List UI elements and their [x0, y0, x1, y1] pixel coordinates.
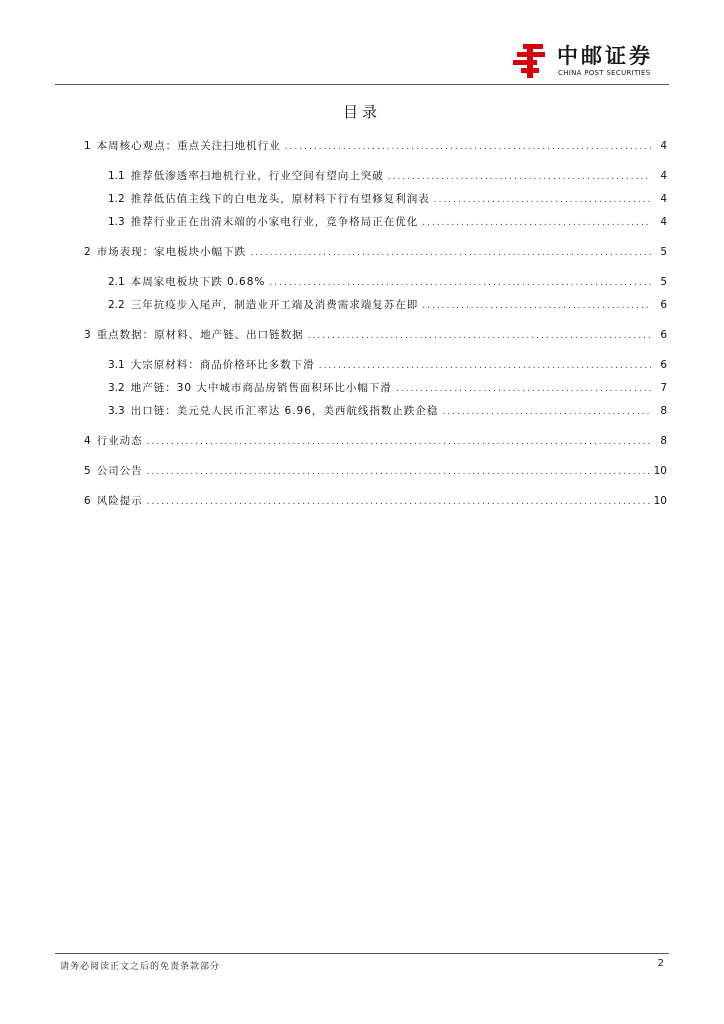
toc-entry-text: 行业动态	[96, 435, 143, 447]
toc-leader-dots	[147, 494, 650, 510]
toc-entry-text: 本周核心观点：重点关注扫地机行业	[96, 140, 281, 152]
toc-leader-dots	[269, 275, 651, 291]
toc-entry[interactable]	[108, 274, 667, 290]
toc-entry-page: 10	[653, 495, 667, 507]
toc-entry-text: 公司公告	[96, 465, 143, 477]
company-logo	[513, 44, 673, 80]
toc-entry[interactable]	[84, 493, 667, 509]
toc-entry-number: 3	[84, 329, 91, 341]
toc-leader-dots	[422, 215, 651, 231]
toc-entry-number: 5	[84, 465, 91, 477]
toc-entry-page: 8	[660, 405, 667, 417]
toc-leader-dots	[388, 169, 651, 185]
toc-entry-number: 1	[84, 140, 91, 152]
toc-entry-page: 4	[660, 170, 667, 182]
toc-entry-number: 3.3	[108, 405, 125, 417]
toc-entry[interactable]	[84, 244, 667, 260]
toc-entry-text: 三年抗疫步入尾声，制造业开工端及消费需求端复苏在即	[130, 299, 419, 311]
toc-entry-text: 地产链：30 大中城市商品房销售面积环比小幅下滑	[130, 382, 392, 394]
toc-leader-dots	[147, 434, 651, 450]
header-divider	[55, 84, 669, 85]
toc-entry-text: 重点数据：原材料、地产链、出口链数据	[96, 329, 304, 341]
toc-entry-text: 推荐行业正在出清末端的小家电行业，竞争格局正在优化	[130, 216, 419, 228]
toc-entry-number: 2.2	[108, 299, 125, 311]
toc-entry-number: 4	[84, 435, 91, 447]
toc-entry-page: 4	[660, 216, 667, 228]
toc-leader-dots	[442, 404, 651, 420]
toc-entry-text: 大宗原材料：商品价格环比多数下滑	[130, 359, 315, 371]
toc-entry-page: 6	[660, 329, 667, 341]
toc-entry-number: 2.1	[108, 276, 125, 288]
toc-entry-page: 5	[660, 276, 667, 288]
toc-entry-page: 10	[653, 465, 667, 477]
disclaimer-note: 请务必阅读正文之后的免责条款部分	[60, 962, 221, 972]
toc-entry[interactable]	[108, 191, 667, 207]
brand-name-en: CHINA POST SECURITIES	[558, 69, 651, 77]
toc-leader-dots	[250, 245, 651, 261]
toc-entry-text: 市场表现：家电板块小幅下跌	[96, 246, 247, 258]
toc-entry-number: 6	[84, 495, 91, 507]
toc-entry-page: 6	[660, 299, 667, 311]
toc-entry-number: 3.1	[108, 359, 125, 371]
toc-entry[interactable]	[108, 357, 667, 373]
brand-name-cn: 中邮证券	[557, 44, 653, 68]
toc-entry[interactable]	[84, 327, 667, 343]
toc-entry[interactable]	[108, 403, 667, 419]
toc-entry-text: 推荐低估值主线下的白电龙头，原材料下行有望修复利润表	[130, 193, 430, 205]
toc-entry-page: 7	[660, 382, 667, 394]
toc-entry-number: 3.2	[108, 382, 125, 394]
page-number: 2	[657, 958, 664, 969]
toc-entry[interactable]	[108, 297, 667, 313]
toc-entry[interactable]	[108, 214, 667, 230]
toc-entry[interactable]	[84, 433, 667, 449]
toc-title: 目录	[342, 103, 381, 121]
toc-entry-page: 5	[660, 246, 667, 258]
toc-entry-number: 1.2	[108, 193, 125, 205]
toc-entry-text: 推荐低渗透率扫地机行业，行业空间有望向上突破	[130, 170, 384, 182]
toc-entry[interactable]	[84, 138, 667, 154]
toc-entry[interactable]	[108, 380, 667, 396]
toc-entry-page: 4	[660, 193, 667, 205]
toc-entry[interactable]	[84, 463, 667, 479]
toc-leader-dots	[434, 192, 651, 208]
toc-entry-number: 2	[84, 246, 91, 258]
toc-leader-dots	[147, 464, 650, 480]
toc-leader-dots	[308, 328, 651, 344]
toc-leader-dots	[396, 381, 651, 397]
toc-entry-page: 8	[660, 435, 667, 447]
toc-entry-text: 风险提示	[96, 495, 143, 507]
toc-entry-text: 本周家电板块下跌 0.68%	[130, 276, 266, 288]
toc-entry-page: 6	[660, 359, 667, 371]
toc-entry[interactable]	[108, 168, 667, 184]
toc-leader-dots	[319, 358, 651, 374]
toc-entry-number: 1.3	[108, 216, 125, 228]
toc-entry-number: 1.1	[108, 170, 125, 182]
footer-divider	[55, 953, 669, 954]
toc-entry-text: 出口链：美元兑人民币汇率达 6.96，美西航线指数止跌企稳	[130, 405, 439, 417]
china-post-logo-icon	[513, 44, 549, 78]
toc-entry-page: 4	[660, 140, 667, 152]
toc-leader-dots	[285, 139, 651, 155]
toc-leader-dots	[422, 298, 651, 314]
